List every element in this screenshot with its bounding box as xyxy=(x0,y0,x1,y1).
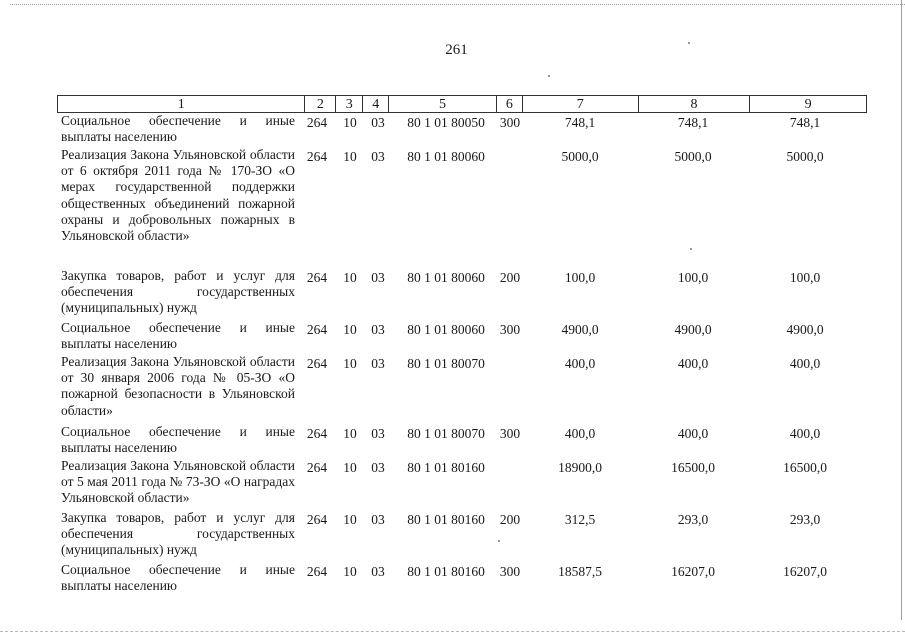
row-rz: 10 xyxy=(343,115,357,130)
row-name: Закупка товаров, работ и услуг для обеспечения государственных (муниципальных) нужд xyxy=(61,268,295,316)
row-pr: 03 xyxy=(371,149,385,164)
row-vr: 300 xyxy=(499,115,521,130)
table-body xyxy=(61,113,871,596)
row-value-8: 16207,0 xyxy=(671,564,715,579)
row-pr: 03 xyxy=(371,426,385,441)
row-ved: 264 xyxy=(306,512,328,527)
table-row xyxy=(61,510,871,562)
row-vr: 300 xyxy=(499,426,521,441)
page-number: 261 xyxy=(445,42,468,58)
row-pr: 03 xyxy=(371,460,385,475)
row-value-7: 18900,0 xyxy=(558,460,602,475)
row-vr: 200 xyxy=(499,512,521,527)
row-pr: 03 xyxy=(371,512,385,527)
row-value-8: 16500,0 xyxy=(671,460,715,475)
row-name: Социальное обеспечение и иные выплаты населению xyxy=(61,562,295,594)
scan-speck xyxy=(498,540,500,542)
column-header-1: 1 xyxy=(58,96,305,112)
row-ved: 264 xyxy=(306,322,328,337)
row-pr: 03 xyxy=(371,356,385,371)
column-header-9: 9 xyxy=(804,97,812,112)
column-header-8: 8 xyxy=(639,96,751,112)
row-value-8: 4900,0 xyxy=(674,322,712,337)
column-header-3: 3 xyxy=(336,96,363,112)
row-rz: 10 xyxy=(343,426,357,441)
row-rz: 10 xyxy=(343,270,357,285)
row-vr xyxy=(497,458,523,510)
scan-speck xyxy=(690,248,692,250)
row-vr xyxy=(497,147,523,268)
table-row xyxy=(61,354,871,424)
row-ved: 264 xyxy=(306,426,328,441)
row-value-8: 400,0 xyxy=(677,356,709,371)
row-value-7: 4900,0 xyxy=(561,322,599,337)
row-csr: 80 1 01 80070 xyxy=(407,356,485,371)
row-csr: 80 1 01 80050 xyxy=(407,115,485,130)
row-value-9: 16207,0 xyxy=(783,564,827,579)
row-ved: 264 xyxy=(306,115,328,130)
row-rz: 10 xyxy=(343,512,357,527)
row-ved: 264 xyxy=(306,149,328,164)
row-name: Реализация Закона Ульяновской области от 30 января 2006 года № 05-ЗО «О пожарной безопасности в Ульяновской области» xyxy=(61,354,295,418)
row-value-8: 748,1 xyxy=(677,115,709,130)
row-pr: 03 xyxy=(371,322,385,337)
row-value-7: 18587,5 xyxy=(558,564,602,579)
row-rz: 10 xyxy=(343,356,357,371)
table-row xyxy=(61,320,871,354)
row-value-9: 748,1 xyxy=(789,115,821,130)
column-header-6: 6 xyxy=(497,96,523,112)
row-value-7: 748,1 xyxy=(564,115,596,130)
table-row xyxy=(61,147,871,268)
row-rz: 10 xyxy=(343,564,357,579)
row-name: Реализация Закона Ульяновской области от 6 октября 2011 года № 170-ЗО «О мерах государственной поддержки общественных объединений пожарной охраны и добровольных пожарных в Ульяновской области» xyxy=(61,147,295,244)
row-name: Социальное обеспечение и иные выплаты населению xyxy=(61,113,295,145)
row-value-9: 100,0 xyxy=(789,270,821,285)
row-csr: 80 1 01 80160 xyxy=(407,512,485,527)
row-value-7: 400,0 xyxy=(564,426,596,441)
scan-speck xyxy=(688,42,690,44)
row-csr: 80 1 01 80070 xyxy=(407,426,485,441)
row-vr xyxy=(497,354,523,424)
table-row xyxy=(61,113,871,147)
row-csr: 80 1 01 80160 xyxy=(407,564,485,579)
table-header xyxy=(57,95,867,113)
row-value-8: 293,0 xyxy=(677,512,709,527)
row-value-9: 4900,0 xyxy=(786,322,824,337)
column-header-7: 7 xyxy=(523,96,639,112)
row-csr: 80 1 01 80060 xyxy=(407,270,485,285)
column-header-2: 2 xyxy=(305,96,336,112)
row-vr: 200 xyxy=(499,270,521,285)
table-row xyxy=(61,562,871,596)
row-pr: 03 xyxy=(371,564,385,579)
table-row xyxy=(61,424,871,458)
row-name: Социальное обеспечение и иные выплаты населению xyxy=(61,424,295,456)
row-ved: 264 xyxy=(306,460,328,475)
row-name: Социальное обеспечение и иные выплаты населению xyxy=(61,320,295,352)
row-value-7: 312,5 xyxy=(564,512,596,527)
row-vr: 300 xyxy=(499,564,521,579)
row-csr: 80 1 01 80060 xyxy=(407,322,485,337)
row-name: Закупка товаров, работ и услуг для обеспечения государственных (муниципальных) нужд xyxy=(61,510,295,558)
table-row xyxy=(61,458,871,510)
row-csr: 80 1 01 80160 xyxy=(407,460,485,475)
row-value-9: 400,0 xyxy=(789,426,821,441)
row-rz: 10 xyxy=(343,322,357,337)
row-vr: 300 xyxy=(499,322,521,337)
row-value-9: 293,0 xyxy=(789,512,821,527)
table-row xyxy=(61,268,871,320)
row-value-7: 5000,0 xyxy=(561,149,599,164)
column-header-4: 4 xyxy=(363,96,389,112)
row-value-9: 5000,0 xyxy=(786,149,824,164)
row-ved: 264 xyxy=(306,270,328,285)
row-rz: 10 xyxy=(343,460,357,475)
row-value-7: 400,0 xyxy=(564,356,596,371)
row-ved: 264 xyxy=(306,564,328,579)
scan-edge-bottom xyxy=(0,631,905,632)
row-rz: 10 xyxy=(343,149,357,164)
row-pr: 03 xyxy=(371,270,385,285)
row-value-8: 100,0 xyxy=(677,270,709,285)
row-pr: 03 xyxy=(371,115,385,130)
row-value-8: 400,0 xyxy=(677,426,709,441)
row-value-7: 100,0 xyxy=(564,270,596,285)
row-ved: 264 xyxy=(306,356,328,371)
scan-edge-top xyxy=(10,4,905,5)
scan-speck xyxy=(548,75,550,77)
row-name: Реализация Закона Ульяновской области от 5 мая 2011 года № 73-ЗО «О наградах Ульяновской области» xyxy=(61,458,295,506)
scan-edge-right xyxy=(901,0,902,620)
row-value-9: 400,0 xyxy=(789,356,821,371)
column-header-5: 5 xyxy=(389,96,497,112)
row-csr: 80 1 01 80060 xyxy=(407,149,485,164)
row-value-9: 16500,0 xyxy=(783,460,827,475)
row-value-8: 5000,0 xyxy=(674,149,712,164)
